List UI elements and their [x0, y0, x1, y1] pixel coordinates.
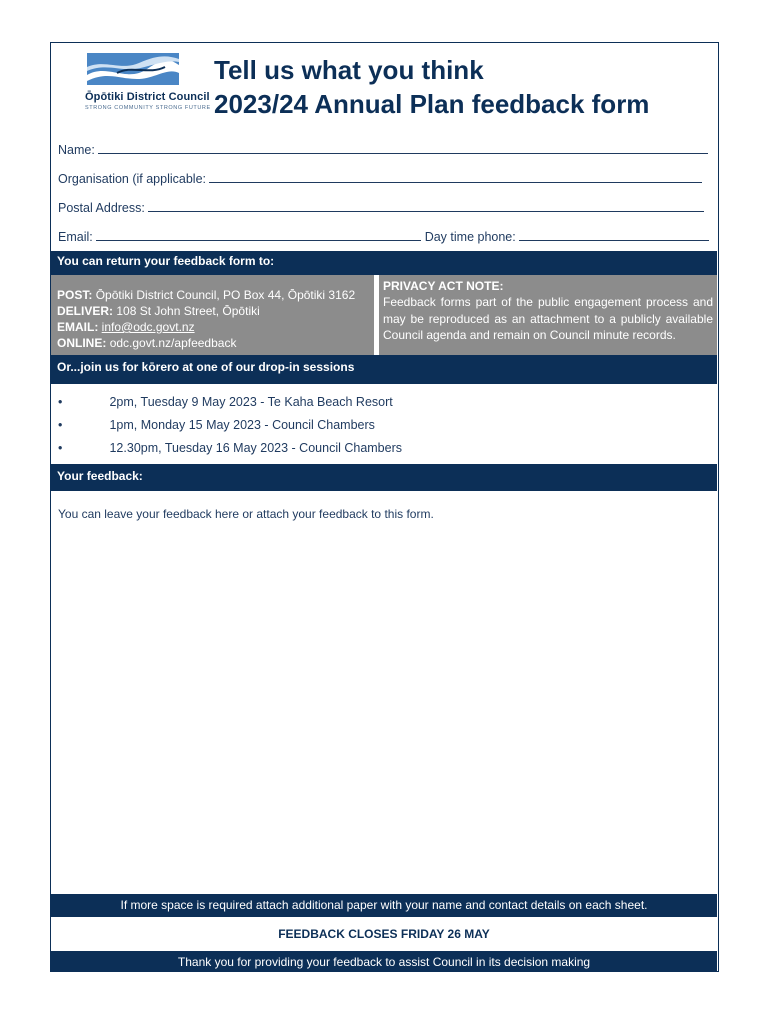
- organisation-input-line[interactable]: [209, 171, 702, 183]
- session-item: [58, 441, 402, 455]
- postal-label: Postal Address:: [58, 201, 145, 215]
- online-line: [57, 336, 236, 350]
- post-label: POST:: [57, 288, 93, 302]
- title-line-2: 2023/24 Annual Plan feedback form: [214, 89, 650, 119]
- deliver-line: [57, 304, 260, 318]
- closing-date: FEEDBACK CLOSES FRIDAY 26 MAY: [278, 927, 490, 941]
- postal-input-line[interactable]: [148, 200, 704, 212]
- title-line-1: Tell us what you think: [214, 55, 484, 85]
- privacy-body: Feedback forms part of the public engagement process and may be reproduced as an attachment to a publicly available Council agenda and remain on Council minute records.: [383, 295, 713, 342]
- sessions-heading: Or...join us for kōrero at one of our drop-in sessions: [57, 360, 355, 374]
- post-line: [57, 288, 355, 302]
- thanks-bar: [51, 951, 717, 971]
- bullet-icon: •: [58, 395, 63, 409]
- online-label: ONLINE:: [57, 336, 107, 350]
- name-input-line[interactable]: [98, 142, 708, 154]
- session-text: 1pm, Monday 15 May 2023 - Council Chambers: [109, 418, 375, 432]
- sessions-heading-bar: [51, 355, 717, 384]
- logo-tagline: STRONG COMMUNITY STRONG FUTURE: [85, 105, 211, 111]
- thanks-text: Thank you for providing your feedback to assist Council in its decision making: [177, 955, 591, 969]
- privacy-heading: PRIVACY ACT NOTE:: [383, 279, 504, 293]
- email-input-line[interactable]: [96, 229, 421, 241]
- feedback-writing-area[interactable]: [51, 491, 717, 891]
- feedback-heading-bar: [51, 464, 717, 491]
- postal-field: [58, 200, 704, 215]
- session-text: 12.30pm, Tuesday 16 May 2023 - Council Chambers: [109, 441, 403, 455]
- session-text: 2pm, Tuesday 9 May 2023 - Te Kaha Beach Resort: [109, 395, 393, 409]
- feedback-form: [50, 42, 719, 972]
- deliver-value: 108 St John Street, Ōpōtiki: [116, 304, 260, 318]
- email-link[interactable]: info@odc.govt.nz: [101, 320, 195, 334]
- email-label: Email:: [58, 230, 93, 244]
- deliver-label: DELIVER:: [57, 304, 114, 318]
- organisation-label: Organisation (if applicable:: [58, 172, 206, 186]
- session-item: [58, 395, 393, 409]
- online-value: odc.govt.nz/apfeedback: [109, 336, 237, 350]
- organisation-field: [58, 171, 702, 186]
- email-line: [57, 320, 195, 334]
- name-field: [58, 142, 708, 157]
- page-title: [214, 53, 649, 121]
- logo-title: Ōpōtiki District Council: [85, 91, 210, 103]
- session-item: [58, 418, 375, 432]
- post-value: Ōpōtiki District Council, PO Box 44, Ōpōtiki 3162: [95, 288, 356, 302]
- email-phone-field: [58, 229, 709, 244]
- space-note: If more space is required attach additional paper with your name and contact details on each sheet.: [120, 898, 648, 912]
- feedback-instruction: You can leave your feedback here or attach your feedback to this form.: [58, 507, 434, 521]
- phone-input-line[interactable]: [519, 229, 709, 241]
- return-heading-bar: [51, 251, 717, 275]
- bullet-icon: •: [58, 418, 63, 432]
- name-label: Name:: [58, 143, 95, 157]
- phone-label: Day time phone:: [424, 230, 516, 244]
- feedback-heading: Your feedback:: [57, 469, 143, 483]
- email-contact-label: EMAIL:: [57, 320, 99, 334]
- bullet-icon: •: [58, 441, 63, 455]
- council-logo: [85, 53, 235, 115]
- council-logo-graphic: [87, 53, 179, 89]
- return-heading: You can return your feedback form to:: [57, 254, 275, 268]
- space-note-bar: [51, 894, 717, 917]
